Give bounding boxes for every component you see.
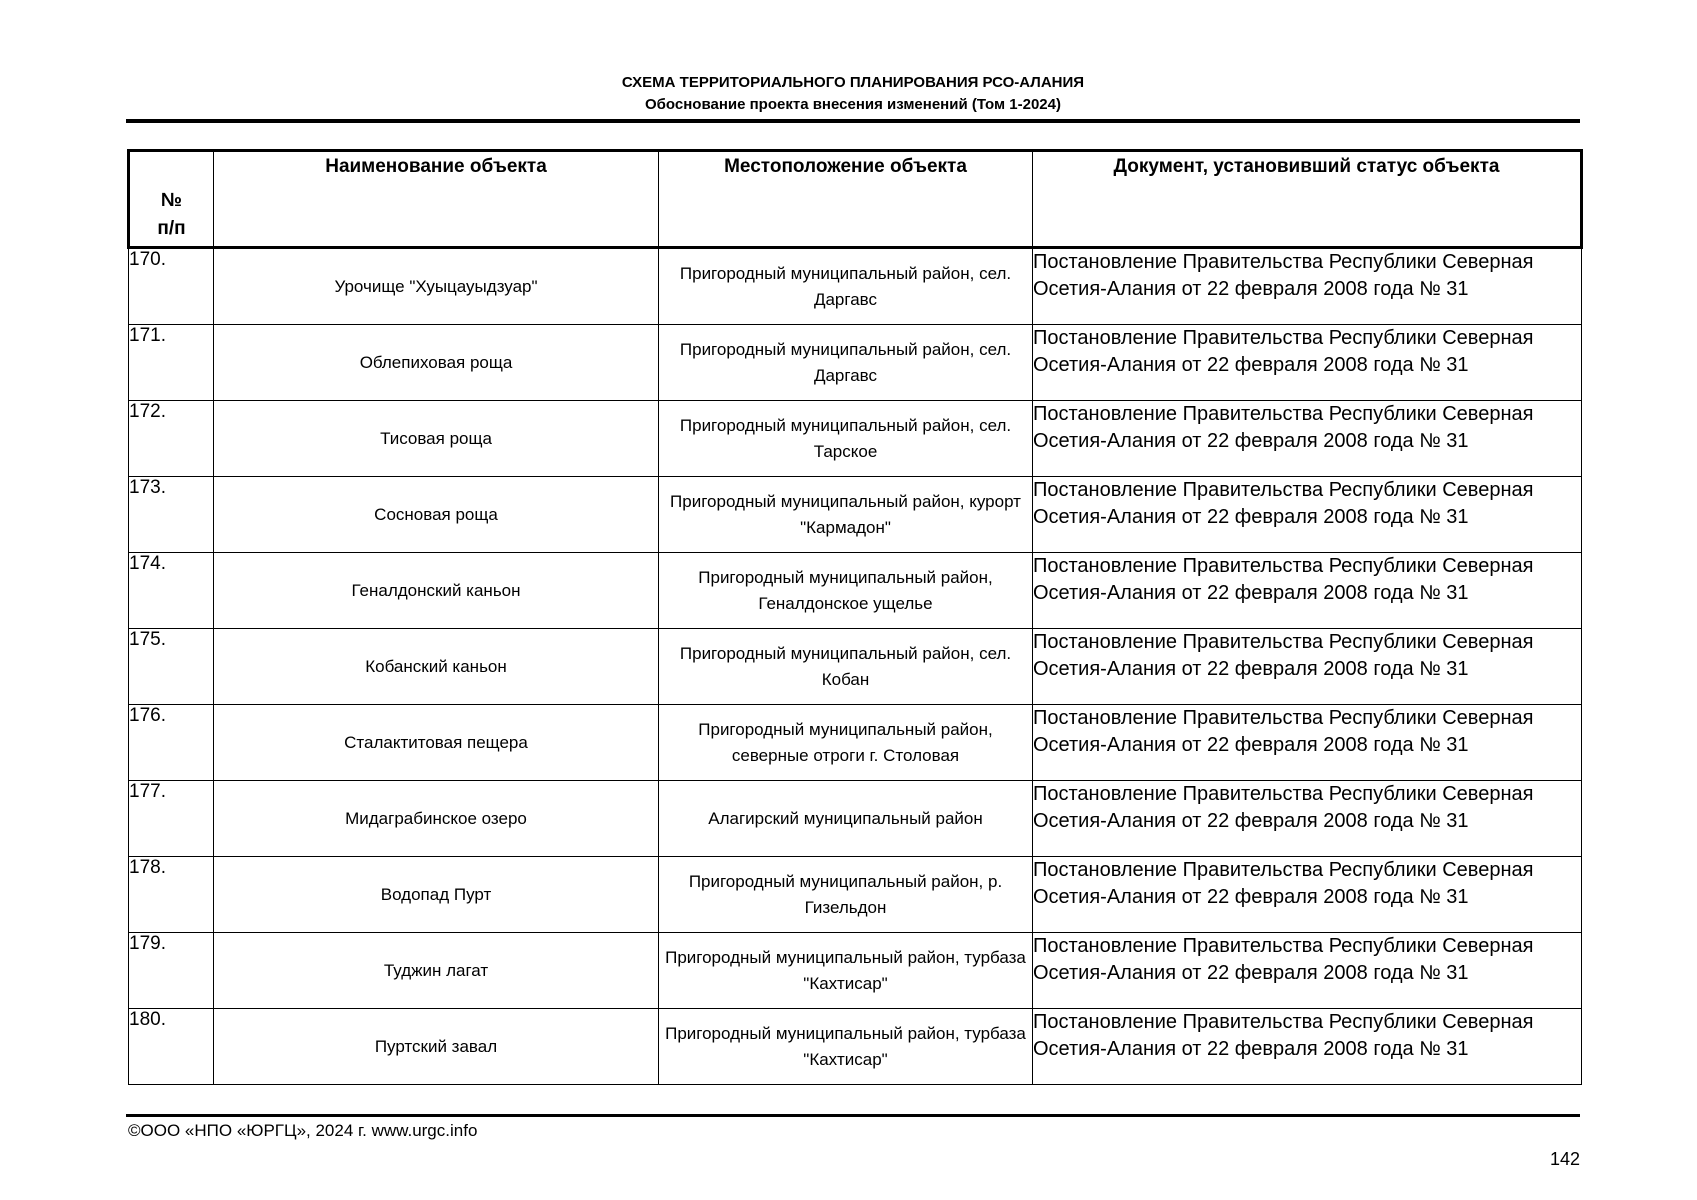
object-name: Сосновая роща	[214, 477, 659, 553]
object-document: Постановление Правительства Республики Северная Осетия-Алания от 22 февраля 2008 года № 31	[1033, 705, 1582, 781]
table-row	[129, 857, 1582, 933]
table-row	[129, 401, 1582, 477]
table-body	[129, 248, 1582, 1085]
object-name: Геналдонский каньон	[214, 553, 659, 629]
row-number: 171.	[129, 325, 214, 401]
header-rule	[126, 119, 1580, 123]
row-number: 178.	[129, 857, 214, 933]
object-name: Туджин лагат	[214, 933, 659, 1009]
object-name: Урочище "Хуыцауыдзуар"	[214, 248, 659, 325]
object-location: Пригородный муниципальный район, северные отроги г. Столовая	[659, 705, 1033, 781]
object-location: Пригородный муниципальный район, сел. Тарское	[659, 401, 1033, 477]
table-row	[129, 781, 1582, 857]
page-number: 142	[1549, 1149, 1580, 1169]
object-location: Пригородный муниципальный район, сел. Кобан	[659, 629, 1033, 705]
table-row	[129, 629, 1582, 705]
row-number: 179.	[129, 933, 214, 1009]
column-header-name: Наименование объекта	[214, 151, 659, 248]
table-row	[129, 325, 1582, 401]
object-document: Постановление Правительства Республики Северная Осетия-Алания от 22 февраля 2008 года № 31	[1033, 857, 1582, 933]
column-header-location: Местоположение объекта	[659, 151, 1033, 248]
object-document: Постановление Правительства Республики Северная Осетия-Алания от 22 февраля 2008 года № 31	[1033, 629, 1582, 705]
object-location: Пригородный муниципальный район, сел. Даргавс	[659, 325, 1033, 401]
row-number: 170.	[129, 248, 214, 325]
table-header-row	[129, 151, 1582, 248]
row-number: 174.	[129, 553, 214, 629]
object-name: Облепиховая роща	[214, 325, 659, 401]
table-row	[129, 1009, 1582, 1085]
object-name: Пуртский завал	[214, 1009, 659, 1085]
object-document: Постановление Правительства Республики Северная Осетия-Алания от 22 февраля 2008 года № 31	[1033, 477, 1582, 553]
row-number: 177.	[129, 781, 214, 857]
object-name: Тисовая роща	[214, 401, 659, 477]
object-name: Сталактитовая пещера	[214, 705, 659, 781]
row-number: 173.	[129, 477, 214, 553]
object-document: Постановление Правительства Республики Северная Осетия-Алания от 22 февраля 2008 года № 31	[1033, 401, 1582, 477]
object-name: Мидаграбинское озеро	[214, 781, 659, 857]
object-location: Пригородный муниципальный район, р. Гизельдон	[659, 857, 1033, 933]
object-location: Пригородный муниципальный район, турбаза "Кахтисар"	[659, 933, 1033, 1009]
table-row	[129, 477, 1582, 553]
object-location: Пригородный муниципальный район, Геналдонское ущелье	[659, 553, 1033, 629]
page-header	[126, 72, 1580, 116]
object-name: Водопад Пурт	[214, 857, 659, 933]
object-name: Кобанский каньон	[214, 629, 659, 705]
table-row	[129, 248, 1582, 325]
object-document: Постановление Правительства Республики Северная Осетия-Алания от 22 февраля 2008 года № 31	[1033, 933, 1582, 1009]
header-title: СХЕМА ТЕРРИТОРИАЛЬНОГО ПЛАНИРОВАНИЯ РСО-АЛАНИЯ	[621, 74, 1085, 91]
row-number: 180.	[129, 1009, 214, 1085]
column-header-document: Документ, установивший статус объекта	[1033, 151, 1582, 248]
table-row	[129, 553, 1582, 629]
object-document: Постановление Правительства Республики Северная Осетия-Алания от 22 февраля 2008 года № 31	[1033, 1009, 1582, 1085]
object-location: Пригородный муниципальный район, турбаза "Кахтисар"	[659, 1009, 1033, 1085]
column-header-number: № п/п	[129, 151, 214, 248]
row-number: 176.	[129, 705, 214, 781]
header-subtitle: Обоснование проекта внесения изменений (Том 1-2024)	[645, 96, 1061, 113]
object-document: Постановление Правительства Республики Северная Осетия-Алания от 22 февраля 2008 года № 31	[1033, 325, 1582, 401]
object-location: Пригородный муниципальный район, курорт "Кармадон"	[659, 477, 1033, 553]
object-document: Постановление Правительства Республики Северная Осетия-Алания от 22 февраля 2008 года № 31	[1033, 781, 1582, 857]
objects-table	[127, 149, 1583, 1085]
row-number: 172.	[129, 401, 214, 477]
object-location: Пригородный муниципальный район, сел. Даргавс	[659, 248, 1033, 325]
object-location: Алагирский муниципальный район	[659, 781, 1033, 857]
footer-rule	[126, 1114, 1580, 1117]
table-row	[129, 933, 1582, 1009]
row-number: 175.	[129, 629, 214, 705]
object-document: Постановление Правительства Республики Северная Осетия-Алания от 22 февраля 2008 года № 31	[1033, 553, 1582, 629]
footer-copyright: ©ООО «НПО «ЮРГЦ», 2024 г. www.urgc.info	[128, 1121, 478, 1140]
table-row	[129, 705, 1582, 781]
object-document: Постановление Правительства Республики Северная Осетия-Алания от 22 февраля 2008 года № 31	[1033, 248, 1582, 325]
